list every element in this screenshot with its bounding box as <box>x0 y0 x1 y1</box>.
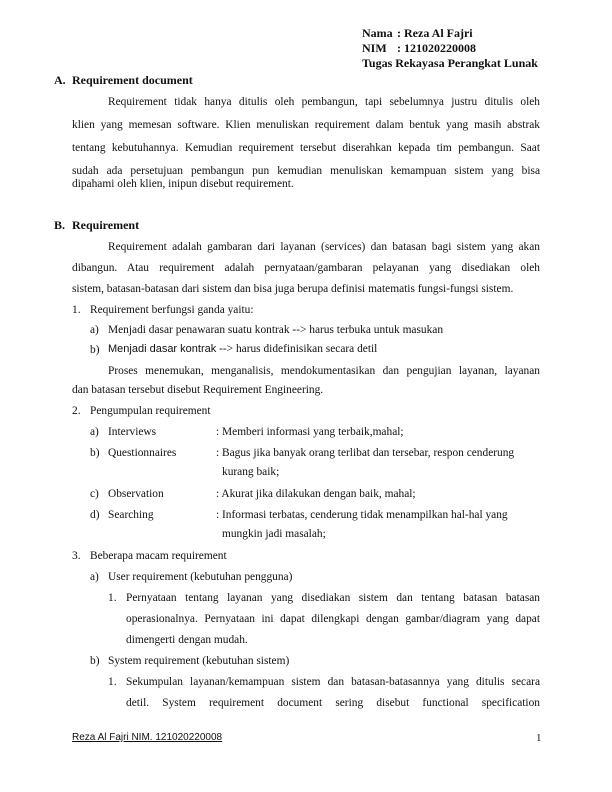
page-number: 1 <box>536 732 542 744</box>
item-3a-text: User requirement (kebutuhan pengguna) <box>108 571 293 583</box>
item-1a-mark: a) <box>90 324 99 336</box>
method-term: Interviews <box>108 426 157 438</box>
item-3-text: Beberapa macam requirement <box>90 550 227 562</box>
name-label: Nama <box>362 26 393 40</box>
section-b-line: Requirement adalah gambaran dari layanan (services) dan batasan bagi sistem yang akan <box>108 241 540 253</box>
method-term: Questionnaires <box>108 447 177 459</box>
method-mark: c) <box>90 488 99 500</box>
item-3a1-line: dimengerti dengan mudah. <box>126 634 248 646</box>
method-term: Searching <box>108 509 154 521</box>
method-desc: : Informasi terbatas, cenderung tidak menampilkan hal-hal yang <box>216 509 508 521</box>
section-a-heading: Requirement document <box>72 73 193 87</box>
item-1-number: 1. <box>72 304 81 316</box>
item-2-text: Pengumpulan requirement <box>90 405 211 417</box>
page-footer: Reza Al Fajri NIM. 121020220008 <box>72 732 223 743</box>
item-3a1-line: operasionalnya. Pernyataan ini dapat dilengkapi dengan gambar/diagram yang dapat <box>126 613 540 625</box>
section-a-line: tentang kebutuhannya. Kemudian requirement tersebut diserahkan kepada tim pembangun. Saat <box>72 142 540 154</box>
method-desc-cont: mungkin jadi masalah; <box>222 528 326 540</box>
item-3-number: 3. <box>72 550 81 562</box>
item-1b-text-sans: Menjadi dasar kontrak <box>108 343 217 355</box>
section-b-line: sistem, batasan-batasan dari sistem dan bisa juga berupa definisi matematis fungsi-fungsi sistem. <box>72 283 514 295</box>
item-1b-text-rest: --> harus didefinisikan secara detil <box>216 343 378 355</box>
name-value: : Reza Al Fajri <box>397 26 473 40</box>
assignment-title: Tugas Rekayasa Perangkat Lunak <box>362 56 538 70</box>
item-1-para-line: dan batasan tersebut disebut Requirement Engineering. <box>72 384 324 396</box>
section-a-line: sudah ada persetujuan pembangun pun kemudian menuliskan kemampuan sistem yang bisa <box>72 165 540 177</box>
section-b-line: dibangun. Atau requirement adalah pernyataan/gambaran pelayanan yang disediakan oleh <box>72 262 540 274</box>
method-desc-cont: kurang baik; <box>222 466 280 478</box>
nim-value: : 121020220008 <box>397 41 476 55</box>
section-b-number: B. <box>54 218 66 232</box>
method-mark: d) <box>90 509 100 521</box>
item-1-text: Requirement berfungsi ganda yaitu: <box>90 304 254 316</box>
item-3a1-number: 1. <box>108 592 117 604</box>
nim-label: NIM <box>362 41 387 55</box>
method-desc: : Akurat jika dilakukan dengan baik, mahal; <box>216 488 416 500</box>
item-3b1-number: 1. <box>108 676 117 688</box>
item-1-para-line: Proses menemukan, menganalisis, mendokumentasikan dan pengujian layanan, layanan <box>108 365 540 377</box>
item-1b-mark: b) <box>90 344 100 356</box>
item-3b1-line: Sekumpulan layanan/kemampuan sistem dan batasan-batasannya yang ditulis secara <box>126 676 540 688</box>
item-1b-text <box>108 343 377 355</box>
item-1a-text: Menjadi dasar penawaran suatu kontrak --> harus terbuka untuk masukan <box>108 324 444 336</box>
section-a-line: Requirement tidak hanya ditulis oleh pembangun, tapi sebelumnya justru ditulis oleh <box>108 96 540 108</box>
method-mark: b) <box>90 447 100 459</box>
item-3a1-line: Pernyataan tentang layanan yang disediakan sistem dan tentang batasan batasan <box>126 592 540 604</box>
item-2-number: 2. <box>72 405 81 417</box>
method-desc: : Bagus jika banyak orang terlibat dan tersebar, respon cenderung <box>216 447 515 459</box>
section-a-line: dipahami oleh klien, inipun disebut requirement. <box>72 178 294 190</box>
item-3a-mark: a) <box>90 571 99 583</box>
item-3b-text: System requirement (kebutuhan sistem) <box>108 655 290 667</box>
section-a-line: klien yang memesan software. Klien menuliskan requirement dalam bentuk yang masih abstrak <box>72 119 540 131</box>
item-3b-mark: b) <box>90 655 100 667</box>
method-mark: a) <box>90 426 99 438</box>
item-3b1-line: detil. System requirement document sering disebut functional specification <box>126 697 540 709</box>
method-term: Observation <box>108 488 164 500</box>
section-a-number: A. <box>54 73 66 87</box>
section-b-heading: Requirement <box>72 218 140 232</box>
method-desc: : Memberi informasi yang terbaik,mahal; <box>216 426 404 438</box>
